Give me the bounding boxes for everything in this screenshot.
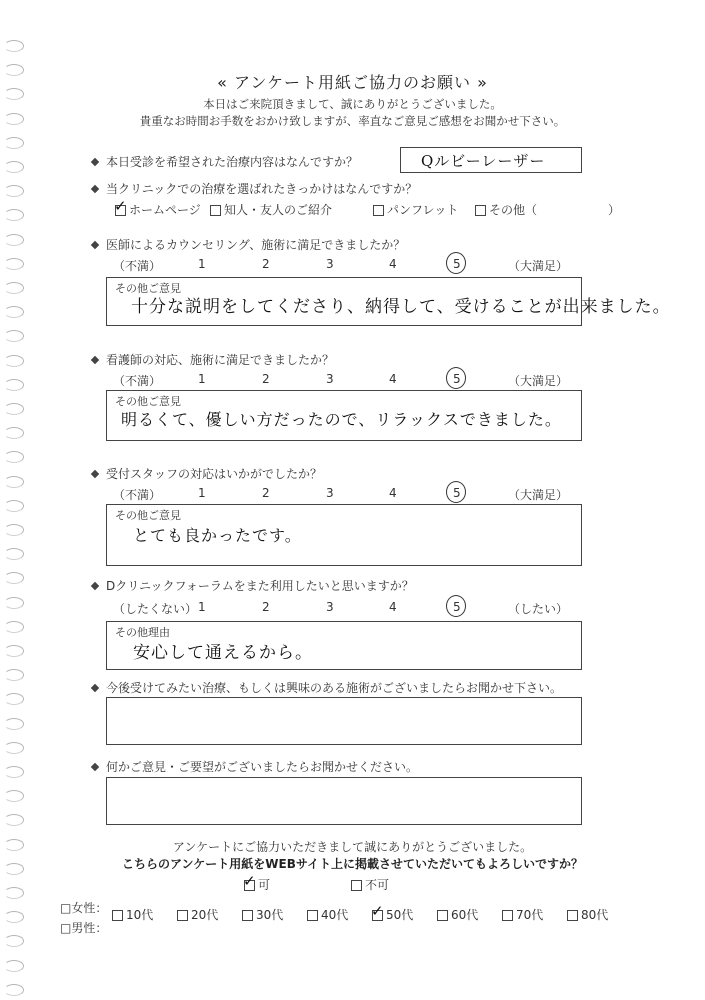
bullet-icon [91,185,99,193]
permission-question: こちらのアンケート用紙をWEBサイト上に掲載させていただいてもよろしいですか？ [121,857,584,871]
binder-hole [4,258,24,270]
doctor-scale-3[interactable]: 3 [326,257,334,271]
binder-hole [4,669,24,681]
binder-hole [4,137,24,149]
return-comment: 安心して通えるから。 [133,643,313,663]
binder-hole [4,887,24,899]
binder-hole [4,960,24,972]
question-requests: 何かご意見・ご要望がございましたらお聞かせください。 [92,758,418,775]
treatment-answer: Qルビーレーザー [421,152,546,170]
nurse-scale-1[interactable]: 1 [198,372,206,386]
return-comment-label: その他理由 [115,626,170,639]
nurse-scale-5[interactable]: 5 [453,372,461,386]
return-scale-low: （したくない） [113,602,198,616]
nurse-comment-box[interactable] [106,390,582,441]
doctor-scale-4[interactable]: 4 [389,257,397,271]
doctor-scale-2[interactable]: 2 [262,257,270,271]
binder-hole [4,500,24,512]
checkmark-icon: ✓ [243,872,256,890]
nurse-scale-3[interactable]: 3 [326,372,334,386]
nurse-scale-4[interactable]: 4 [389,372,397,386]
binder-hole [4,814,24,826]
gender-female[interactable]: □女性： [60,901,108,915]
checkbox-icon [242,910,253,921]
question-doctor: 医師によるカウンセリング、施術に満足できましたか？ [92,236,405,253]
nurse-scale-high: （大満足） [508,374,569,388]
intro-line-2: 貴重なお時間お手数をおかけ致しますが、率直なご意見ご感想をお聞かせ下さい。 [139,114,566,128]
question-reason: 当クリニックでの治療を選ばれたきっかけはなんですか？ [92,180,417,197]
checkbox-icon [177,910,188,921]
bullet-icon [91,763,99,771]
age-70s[interactable]: 70代 [502,906,543,923]
binder-hole [4,306,24,318]
nurse-selected-circle [446,367,466,389]
permission-deny[interactable]: 不可 [351,876,389,893]
binder-hole [4,427,24,439]
bullet-icon [91,356,99,364]
nurse-comment: 明るくて、優しい方だったので、リラックスできました。 [121,410,562,429]
future-treatment-box[interactable] [106,697,582,745]
checkbox-icon [210,205,221,216]
binder-hole [4,911,24,923]
checkbox-icon [567,910,578,921]
question-future-treatment: 今後受けてみたい治療、もしくは興味のある施術がございましたらお聞かせ下さい。 [92,679,562,696]
binder-hole [4,476,24,488]
binder-hole [4,403,24,415]
option-other-close: ） [608,203,621,217]
nurse-scale-low: （不満） [113,374,162,388]
reception-scale-5[interactable]: 5 [453,486,461,500]
binder-hole [4,621,24,633]
bullet-icon [91,684,99,692]
binder-hole [4,984,24,996]
doctor-scale-1[interactable]: 1 [198,257,206,271]
gender-male[interactable]: □男性： [60,921,108,935]
option-homepage[interactable]: ✓ ホームページ [114,197,201,217]
return-scale-high: （したい） [508,602,569,616]
binder-hole [4,161,24,173]
checkbox-icon [502,910,513,921]
option-pamphlet[interactable]: パンフレット [373,201,458,218]
reception-scale-high: （大満足） [508,488,569,502]
binder-hole [4,742,24,754]
return-selected-circle [446,595,466,617]
question-nurse: 看護師の対応、施術に満足できましたか？ [92,351,334,368]
reception-scale-3[interactable]: 3 [326,486,334,500]
bullet-icon [91,470,99,478]
bullet-icon [91,241,99,249]
question-return: Dクリニックフォーラムをまた利用したいと思いますか？ [92,577,414,594]
checkbox-icon [373,205,384,216]
nurse-comment-label: その他ご意見 [115,395,181,408]
binder-hole [4,330,24,342]
return-scale-1[interactable]: 1 [198,600,206,614]
age-10s[interactable]: 10代 [112,906,153,923]
binder-hole [4,524,24,536]
thanks-text: アンケートにご協力いただきまして誠にありがとうございました。 [172,840,533,854]
reception-comment-label: その他ご意見 [115,509,181,522]
age-20s[interactable]: 20代 [177,906,218,923]
checkbox-icon [114,197,127,216]
binder-hole [4,282,24,294]
doctor-comment-box[interactable] [106,277,671,326]
option-other[interactable]: その他（ [475,201,537,218]
reception-scale-low: （不満） [113,488,162,502]
binder-hole [4,718,24,730]
checkbox-icon [371,902,384,921]
treatment-answer-box[interactable] [400,147,582,173]
binder-hole [4,597,24,609]
age-80s[interactable]: 80代 [567,906,608,923]
binder-hole [4,693,24,705]
intro-line-1: 本日はご来院頂きまして、誠にありがとうございました。 [203,97,502,111]
binder-hole [4,790,24,802]
checkbox-icon [437,910,448,921]
checkbox-icon [351,880,362,891]
question-reception: 受付スタッフの対応はいかがでしたか？ [92,465,322,482]
bullet-icon [91,582,99,590]
reception-scale-4[interactable]: 4 [389,486,397,500]
page-title: « アンケート用紙ご協力のお願い » [217,73,488,92]
binder-hole [4,185,24,197]
binder-hole [4,355,24,367]
permission-allow[interactable]: ✓ 可 [243,872,271,892]
checkmark-icon: ✓ [114,197,127,215]
option-referral[interactable]: 知人・友人のご紹介 [210,201,332,218]
checkbox-icon [475,205,486,216]
binder-hole [4,766,24,778]
checkmark-icon: ✓ [371,902,384,920]
age-50s[interactable]: ✓ 50代 [371,902,414,922]
age-60s[interactable]: 60代 [437,906,478,923]
binder-hole [4,234,24,246]
binder-hole [4,379,24,391]
return-scale-3[interactable]: 3 [326,600,334,614]
return-scale-4[interactable]: 4 [389,600,397,614]
doctor-scale-high: （大満足） [508,259,569,273]
binder-hole [4,451,24,463]
binder-hole [4,209,24,221]
checkbox-icon [112,910,123,921]
doctor-comment-label: その他ご意見 [115,282,181,295]
checkbox-icon [243,872,256,891]
binder-hole [4,548,24,560]
return-scale-2[interactable]: 2 [262,600,270,614]
reception-comment-box[interactable] [106,504,582,566]
binder-hole [4,645,24,657]
age-40s[interactable]: 40代 [307,906,348,923]
reception-scale-2[interactable]: 2 [262,486,270,500]
checkbox-icon [307,910,318,921]
return-scale-5[interactable]: 5 [453,600,461,614]
reception-comment: とても良かったです。 [133,526,302,545]
doctor-comment: 十分な説明をしてくださり、納得して、受けることが出来ました。 [131,297,671,317]
requests-box[interactable] [106,777,582,825]
binder-hole [4,572,24,584]
reception-scale-1[interactable]: 1 [198,486,206,500]
binder-hole [4,935,24,947]
bullet-icon [91,158,99,166]
nurse-scale-2[interactable]: 2 [262,372,270,386]
doctor-scale-5[interactable]: 5 [453,257,461,271]
reception-selected-circle [446,481,466,503]
question-treatment: 本日受診を希望された治療内容はなんですか？ [92,153,358,170]
doctor-selected-circle [446,252,466,274]
binder-hole [4,40,24,52]
doctor-scale-low: （不満） [113,259,162,273]
return-comment-box[interactable] [106,621,582,670]
age-30s[interactable]: 30代 [242,906,283,923]
